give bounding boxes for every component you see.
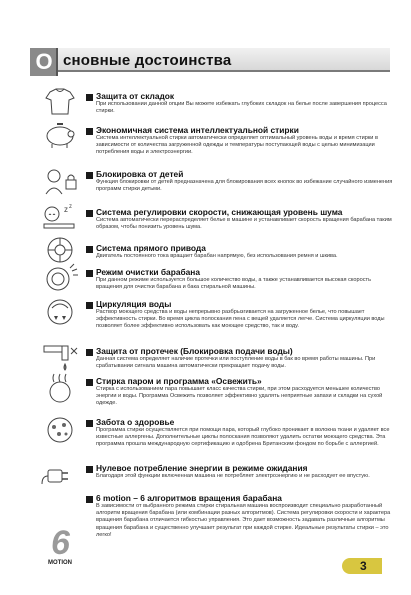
feature-title: Режим очистки барабана (96, 267, 201, 277)
feature-text: Функция блокировки от детей предназначена для блокирования всех кнопок во избежание случайного изменения программ стирки детьми. (96, 179, 393, 193)
bullet (86, 246, 93, 253)
page-number-tab (342, 558, 382, 574)
feature-text: Стирка с использованием пара повышает класс качества стирки, при этом расходуется меньшее количество энергии и воды. Программа Освежить позволяет эффективно удалять неприятные запахи и складки на сухой одежде. (96, 386, 383, 407)
steam-icon (40, 372, 80, 404)
svg-text:z: z (69, 204, 72, 210)
6-motion-logo (46, 522, 76, 558)
motion-label: MOTION (48, 560, 72, 566)
bullet (86, 172, 93, 179)
feature-title: Система прямого привода (96, 243, 206, 253)
bullet (86, 466, 93, 473)
section-header (30, 48, 390, 76)
feature-text: При данном режиме используется большое количество воды, а также устанавливается высокая скорость вращения для очистки барабана и бака стиральной машины. (96, 277, 372, 291)
bullet (86, 128, 93, 135)
feature-text: При использовании данной опции Вы можете избежать глубоких складок на белье после завершения процесса стирки. (96, 101, 387, 115)
feature-title: Блокировка от детей (96, 169, 184, 179)
feature-text: Система автоматически перераспределяет белье в машине и устанавливает скорость вращения барабана таким образом, чтобы понизить уровень шума. (96, 217, 392, 231)
svg-text:z: z (64, 205, 68, 214)
feature-title: Стирка паром и программа «Освежить» (96, 376, 262, 386)
page-title: сновные достоинства (63, 52, 232, 69)
header-letter: О (35, 49, 53, 74)
motion-numeral: 6 (51, 524, 70, 558)
feature-title: Система регулировки скорости, снижающая уровень шума (96, 207, 343, 217)
feature-title: Циркуляция воды (96, 299, 172, 309)
feature-text: Программа стирки осуществляется при помощи пара, который глубоко проникает в волокна ткани и удаляет все известные аллергены. Дополнительные циклы полоскания позволяют удалить остатки моющего средства. Эта программа прошла международную сертификацию и одобрена Британским фондом по борьбе с аллергией. (96, 427, 390, 448)
feature-title: Нулевое потребление энергии в режиме ожидания (96, 463, 308, 473)
feature-text: Система интеллектуальной стирки автоматически определяет оптимальный уровень воды и время стирки в зависимости от количества загруженной одежды и температуры поступающей воды с целью минимизации потребления воды и электроэнергии. (96, 135, 378, 156)
piggy-bank-icon (40, 118, 80, 150)
bullet (86, 210, 93, 217)
power-plug-icon (40, 460, 80, 492)
feature-text: Благодаря этой функции включенная машина не потребляет электроэнергию и не расходует ее впустую. (96, 473, 370, 479)
feature-text: В зависимости от выбранного режима стирки стиральная машина воспроизводит специально разработанный алгоритм вращения барабана (или комбинации разных алгоритмов). Система регулировки скорости и характера вращения барабана отличается гибкостью управления. Это дает возможность задавать различные алгоритмы вращения барабана и существенно улучшает результат при каждой стирке. Идеальные результаты стирки – это легко! (96, 503, 391, 538)
bullet (86, 420, 93, 427)
feature-title: Забота о здоровье (96, 417, 175, 427)
feature-text: Раствор моющего средства и воды непрерывно разбрызгивается на загруженное белье, что повышает эффективность стирки. Во время цикла полоскания пена с вещей удаляется легче. Система циркуляции воды позволяет более эффективно использовать как моющее средство, так и воду. (96, 309, 385, 330)
shirt-icon (40, 86, 80, 118)
feature-title: Защита от протечек (Блокировка подачи воды) (96, 346, 293, 356)
header-letter-badge (30, 48, 58, 76)
water-tap-icon (40, 340, 80, 372)
page-number: 3 (360, 559, 367, 573)
feature-text: Данная система определяет наличие протечки или поступление воды в бак во время работы машины. При срабатывании сигнала машина автоматически прекращает подачу воды. (96, 356, 376, 370)
child-lock-icon (40, 166, 80, 198)
sleeping-person-icon (40, 200, 80, 232)
bullet (86, 496, 93, 503)
feature-text: Двигатель постоянного тока вращает барабан напрямую, без использования ремня и шкива. (96, 253, 338, 259)
bullet (86, 349, 93, 356)
bullet (86, 302, 93, 309)
feature-title: 6 motion – 6 алгоритмов вращения барабана (96, 493, 282, 503)
water-circulation-icon (40, 296, 80, 328)
drum-clean-icon (40, 262, 80, 294)
bullet (86, 270, 93, 277)
feature-title: Защита от складок (96, 91, 175, 101)
allergy-care-icon (40, 414, 80, 446)
bullet (86, 94, 93, 101)
bullet (86, 379, 93, 386)
feature-title: Экономичная система интеллектуальной стирки (96, 125, 299, 135)
